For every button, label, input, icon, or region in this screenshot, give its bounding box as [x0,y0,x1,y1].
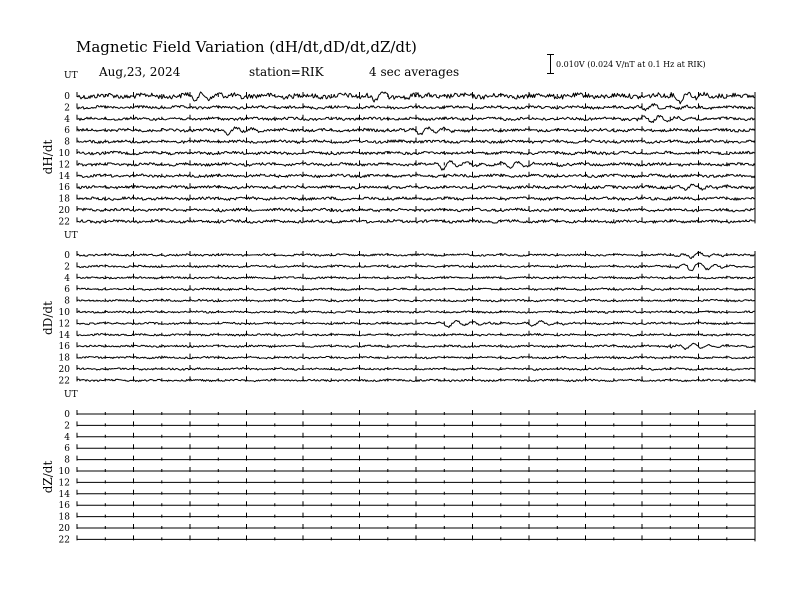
hour-label: 10 [58,467,70,477]
hour-label: 18 [58,512,70,523]
trace-line [77,92,755,104]
hour-label: 0 [64,410,70,420]
hour-label: 20 [58,524,70,534]
panel-2-ylabel: dD/dt [41,301,55,335]
hour-label: 12 [58,319,70,330]
ut-axis-label: UT [64,231,78,241]
hour-label: 10 [58,149,70,159]
hour-label: 4 [64,432,70,443]
hour-label: 16 [58,501,70,512]
hour-label: 18 [58,194,70,205]
hour-label: 6 [64,126,70,137]
hour-label: 14 [58,330,70,341]
hour-label: 0 [64,251,70,261]
hour-label: 22 [58,535,70,546]
page-title: Magnetic Field Variation (dH/dt,dD/dt,dZ/dt) [76,38,417,56]
hour-label: 22 [58,217,70,228]
hour-label: 4 [64,273,70,284]
hour-label: 2 [64,103,70,114]
date-label: Aug,23, 2024 [99,65,181,79]
averaging-label: 4 sec averages [369,65,460,79]
panel-3-ylabel: dZ/dt [41,460,55,494]
hour-label: 8 [64,296,70,307]
scale-label: 0.010V (0.024 V/nT at 0.1 Hz at RIK) [556,60,706,69]
hour-label: 14 [58,171,70,182]
ut-axis-label: UT [64,390,78,400]
hour-label: 14 [58,489,70,500]
hour-label: 0 [64,92,70,102]
hour-label: 20 [58,365,70,375]
hour-label: 20 [58,206,70,216]
hour-label: 22 [58,376,70,387]
hour-label: 12 [58,160,70,171]
ut-axis-label: UT [64,71,78,81]
hour-label: 16 [58,183,70,194]
hour-label: 8 [64,137,70,148]
hour-label: 12 [58,478,70,489]
station-label: station=RIK [249,65,324,79]
hour-label: 4 [64,114,70,125]
hour-label: 2 [64,262,70,273]
hour-label: 6 [64,285,70,296]
hour-label: 10 [58,308,70,318]
hour-label: 16 [58,342,70,353]
hour-label: 8 [64,455,70,466]
panel-1-ylabel: dH/dt [41,139,55,175]
hour-label: 6 [64,444,70,455]
hour-label: 2 [64,421,70,432]
hour-label: 18 [58,353,70,364]
